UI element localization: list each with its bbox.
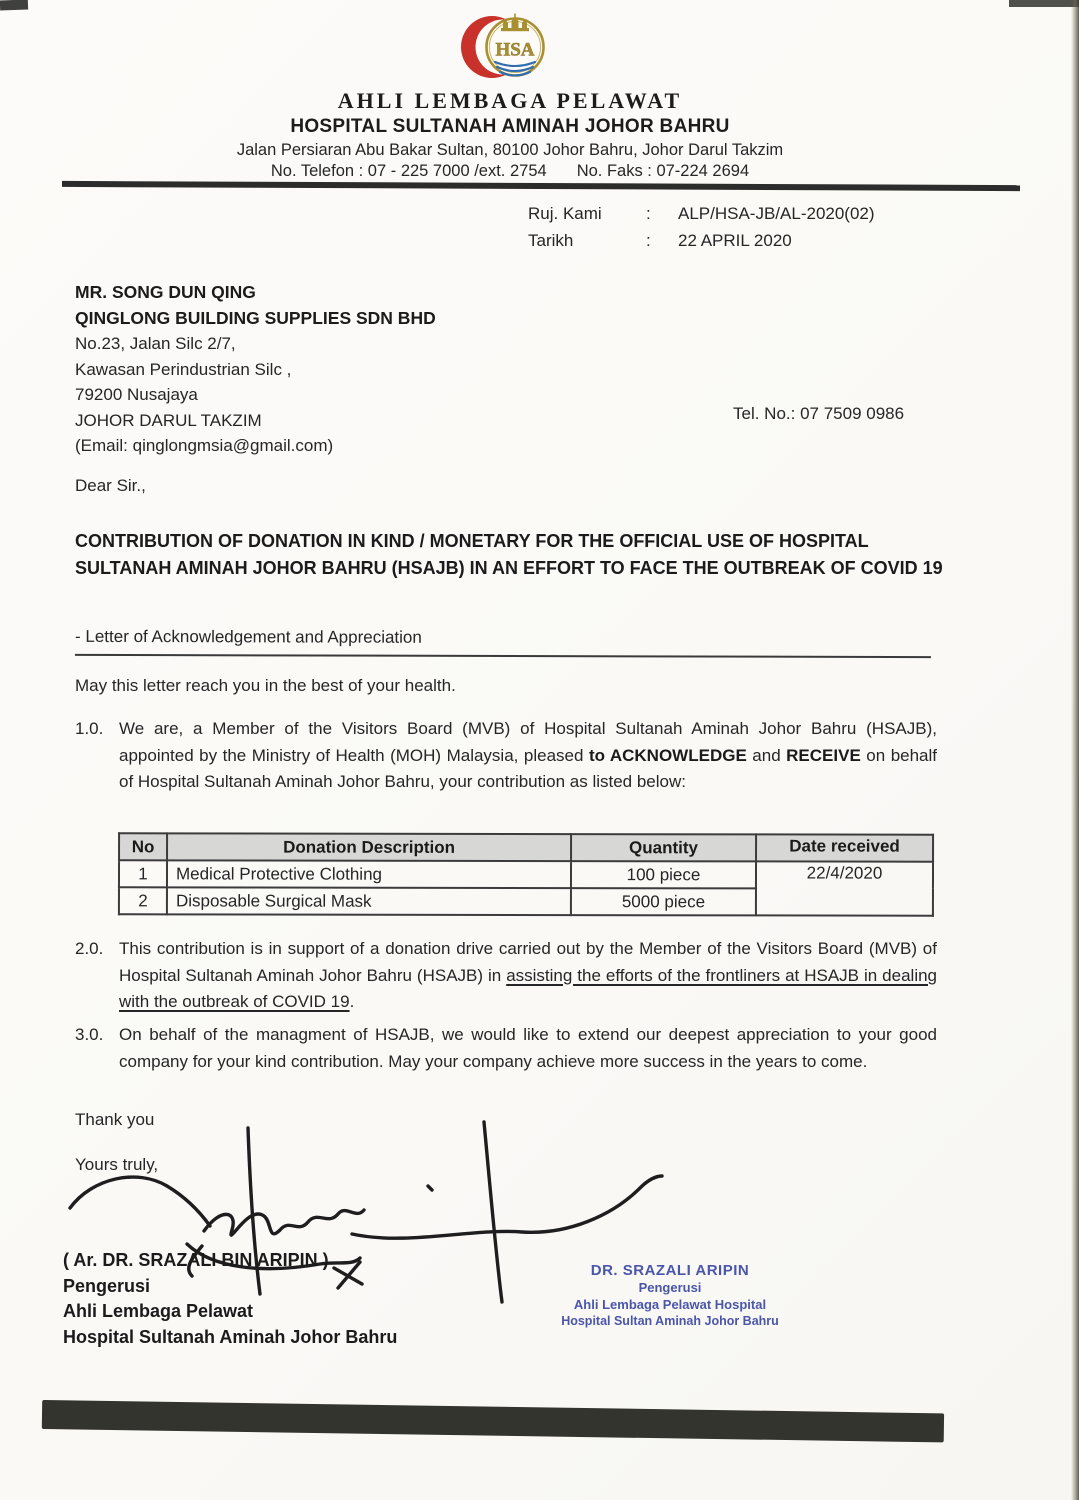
- hospital-logo-icon: [458, 6, 558, 88]
- col-header-no: No: [119, 833, 167, 860]
- signatory-hospital: Hospital Sultanah Aminah Johor Bahru: [63, 1326, 398, 1347]
- paragraph-1-seg: We are, a Member of the Visitors Board (MVB) of Hospital Sultanah Aminah Johor Bahru (HSAJB), appointed by the Ministry of Health (MOH) Malaysia, pleased: [119, 719, 937, 765]
- row-no: 1: [119, 860, 167, 887]
- letterhead: [60, 88, 960, 181]
- date-separator: :: [646, 231, 651, 250]
- col-header-description: Donation Description: [167, 833, 571, 861]
- svg-text:HSA: HSA: [495, 39, 535, 61]
- paragraph-1-number: 1.0.: [75, 719, 104, 738]
- hospital-name: HOSPITAL SULTANAH AMINAH JOHOR BAHRU: [290, 116, 730, 137]
- row-quantity: 100 piece: [571, 861, 756, 888]
- stamp-title: Pengerusi: [638, 1280, 702, 1295]
- paragraph-1-seg: on behalf of Hospital Sultanah Aminah Johor Bahru, your contribution as listed below:: [119, 745, 938, 791]
- row-no: 2: [119, 887, 167, 914]
- recipient-company: QINGLONG BUILDING SUPPLIES SDN BHD: [75, 307, 436, 328]
- official-stamp: [500, 1262, 840, 1330]
- recipient-address-line: No.23, Jalan Silc 2/7,: [75, 334, 236, 353]
- hospital-phone: No. Telefon : 07 - 225 7000 /ext. 2754: [270, 162, 547, 180]
- stamp-org: Ahli Lembaga Pelawat Hospital: [573, 1297, 767, 1312]
- thank-you-line: Thank you: [75, 1110, 155, 1129]
- subtitle-text: - Letter of Acknowledgement and Appreciation: [74, 626, 422, 647]
- intro-line: May this letter reach you in the best of your health.: [75, 676, 456, 695]
- paragraph-2-number: 2.0.: [75, 939, 104, 958]
- paragraph-1-seg: and: [746, 745, 787, 765]
- hospital-contact-line: [60, 162, 960, 181]
- row-quantity: 5000 piece: [571, 888, 756, 915]
- paragraph-1-bold-seg: RECEIVE: [786, 745, 861, 765]
- table-row: [119, 860, 933, 888]
- scan-artifact-top-left: [0, 0, 28, 10]
- row-date-received: 22/4/2020: [756, 861, 933, 915]
- ref-number-row: [528, 200, 875, 227]
- recipient-address-line: Kawasan Perindustrian Silc ,: [75, 359, 292, 379]
- ref-value: ALP/HSA-JB/AL-2020(02): [678, 204, 875, 223]
- date-row: [528, 227, 875, 254]
- signatory-block: [63, 1248, 397, 1350]
- hsa-crest-icon: [458, 6, 558, 88]
- paragraph-1-bold-seg: to ACKNOWLEDGE: [588, 745, 747, 765]
- stamp-hospital: Hospital Sultan Aminah Johor Bahru: [561, 1314, 779, 1328]
- signatory-org: Ahli Lembaga Pelawat: [63, 1301, 254, 1321]
- stamp-name: DR. SRAZALI ARIPIN: [590, 1262, 750, 1279]
- recipient-block: [75, 280, 436, 459]
- scan-artifact-top-right: [1009, 0, 1079, 7]
- scan-edge-shadow: [1071, 0, 1079, 1500]
- paragraph-3: [75, 1022, 937, 1075]
- date-label: Tarikh: [528, 231, 574, 250]
- paragraph-2: [75, 936, 937, 1016]
- paragraph-1-text: [119, 716, 937, 796]
- recipient-address-line: JOHOR DARUL TAKZIM: [75, 410, 262, 430]
- org-name: AHLI LEMBAGA PELAWAT: [337, 88, 683, 113]
- subtitle-underlined: [75, 627, 931, 658]
- ref-separator: :: [646, 204, 651, 223]
- paragraph-2-seg: .: [349, 992, 355, 1011]
- row-description: Disposable Surgical Mask: [167, 887, 571, 915]
- donation-table-header-row: [119, 833, 933, 861]
- paragraph-2-text: [119, 936, 937, 1016]
- recipient-name: MR. SONG DUN QING: [75, 282, 256, 302]
- recipient-telephone: Tel. No.: 07 7509 0986: [733, 404, 905, 423]
- letterhead-divider: [62, 181, 1020, 191]
- paragraph-2-seg: This contribution is in support of a donation drive carried out by the Member of the Visitors Board (MVB) of Hospital Sultanah Aminah Johor Bahru (HSAJB) in: [119, 939, 937, 985]
- signatory-name: ( Ar. DR. SRAZALI BIN ARIPIN ): [63, 1250, 329, 1270]
- hospital-address: Jalan Persiaran Abu Bakar Sultan, 80100 Johor Bahru, Johor Darul Takzim: [236, 141, 784, 159]
- paragraph-2-underlined-seg: assisting the efforts of the frontliners at HSAJB in dealing with the outbreak of COVID 19: [119, 965, 937, 1011]
- ref-label: Ruj. Kami: [528, 204, 602, 223]
- recipient-email: (Email: qinglongmsia@gmail.com): [75, 436, 334, 455]
- row-description: Medical Protective Clothing: [167, 860, 571, 888]
- paragraph-1: [75, 716, 937, 796]
- scan-artifact-bottom-bar: [42, 1400, 944, 1442]
- col-header-quantity: Quantity: [571, 834, 756, 861]
- salutation: Dear Sir.,: [75, 476, 146, 495]
- hospital-fax: No. Faks : 07-224 2694: [576, 162, 750, 180]
- signatory-title: Pengerusi: [63, 1275, 151, 1296]
- donation-table: [118, 832, 934, 916]
- paragraph-3-number: 3.0.: [75, 1025, 104, 1044]
- subject-heading: CONTRIBUTION OF DONATION IN KIND / MONETARY FOR THE OFFICIAL USE OF HOSPITAL SULTANAH AMINAH JOHOR BAHRU (HSAJB) IN AN EFFORT TO FACE THE OUTBREAK OF COVID 19: [75, 531, 943, 578]
- sign-off-line: Yours truly,: [75, 1155, 159, 1174]
- recipient-address-line: 79200 Nusajaya: [75, 385, 198, 404]
- date-value: 22 APRIL 2020: [678, 231, 792, 250]
- reference-block: [528, 200, 875, 254]
- paragraph-3-text: On behalf of the managment of HSAJB, we would like to extend our deepest appreciation to your good company for your kind contribution. May your company achieve more success in the years to come.: [119, 1025, 937, 1071]
- col-header-date-received: Date received: [756, 834, 933, 861]
